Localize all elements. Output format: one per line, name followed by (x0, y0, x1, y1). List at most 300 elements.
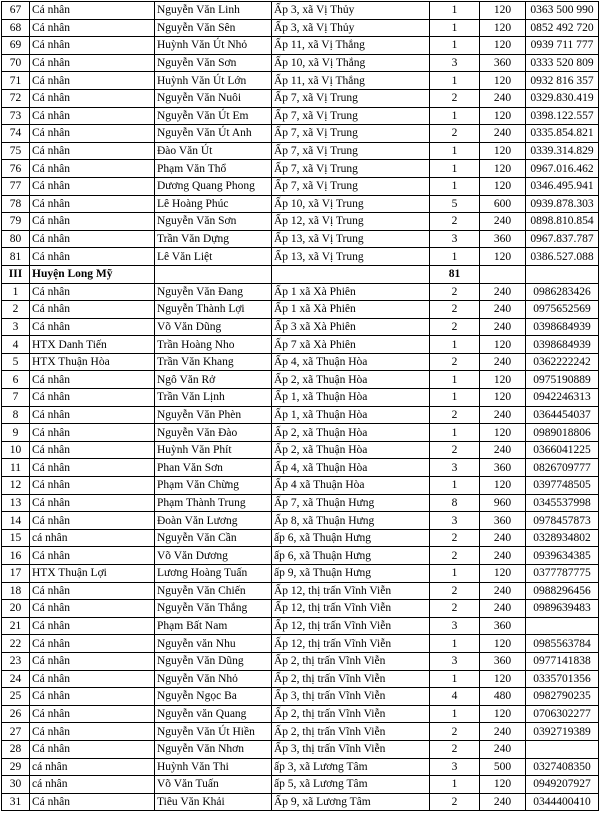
person-name-cell: Lê Văn Liệt (155, 248, 272, 266)
quantity-cell: 2 (430, 283, 480, 301)
address-cell: Ấp 12, thị trấn Vĩnh Viễn (272, 582, 430, 600)
phone-number-cell (526, 617, 599, 635)
amount-cell: 360 (480, 617, 526, 635)
quantity-cell: 1 (430, 705, 480, 723)
person-name-cell: Huỳnh Văn Phít (155, 441, 272, 459)
row-number-cell: 30 (2, 776, 30, 794)
row-number-cell: 27 (2, 723, 30, 741)
amount-cell: 120 (480, 336, 526, 354)
row-number-cell: 81 (2, 248, 30, 266)
entity-type-cell: Cá nhân (30, 248, 155, 266)
phone-number-cell: 0328934802 (526, 529, 599, 547)
person-name-cell: Nguyễn Văn Nhơn (155, 740, 272, 758)
address-cell: Ấp 1 xã Xà Phiên (272, 301, 430, 319)
address-cell: Ấp 3, thị trấn Vĩnh Viễn (272, 740, 430, 758)
person-name-cell: Phạm Văn Thổ (155, 160, 272, 178)
phone-number-cell: 0398.122.557 (526, 107, 599, 125)
entity-type-cell: Cá nhân (30, 494, 155, 512)
amount-cell: 240 (480, 529, 526, 547)
address-cell (272, 265, 430, 283)
row-number-cell: 21 (2, 617, 30, 635)
person-name-cell: Huỳnh Văn Út Nhỏ (155, 37, 272, 55)
row-number-cell: 31 (2, 793, 30, 811)
row-number-cell: 8 (2, 406, 30, 424)
entity-type-cell: Cá nhân (30, 2, 155, 20)
quantity-cell: 2 (430, 600, 480, 618)
phone-number-cell: 0939.878.303 (526, 195, 599, 213)
table-row (2, 688, 599, 706)
row-number-cell: 16 (2, 547, 30, 565)
quantity-cell: 1 (430, 160, 480, 178)
phone-number-cell: 0985563784 (526, 635, 599, 653)
person-name-cell: Trần Hoàng Nho (155, 336, 272, 354)
entity-type-cell: Cá nhân (30, 652, 155, 670)
person-name-cell: Nguyễn văn Quang (155, 705, 272, 723)
entity-type-cell: HTX Thuận Hòa (30, 353, 155, 371)
row-number-cell: 26 (2, 705, 30, 723)
entity-type-cell: Cá nhân (30, 283, 155, 301)
quantity-cell: 1 (430, 142, 480, 160)
address-cell: ấp 9, xã Thuận Hưng (272, 565, 430, 583)
address-cell: ấp 3, xã Lương Tâm (272, 758, 430, 776)
address-cell: Ấp 7, xã Vị Trung (272, 177, 430, 195)
table-row (2, 54, 599, 72)
phone-number-cell: 0345537998 (526, 494, 599, 512)
phone-number-cell: 0366041225 (526, 441, 599, 459)
entity-type-cell: Cá nhân (30, 617, 155, 635)
table-row (2, 177, 599, 195)
person-name-cell: Phạm Thành Trung (155, 494, 272, 512)
phone-number-cell: 0988296456 (526, 582, 599, 600)
amount-cell: 240 (480, 582, 526, 600)
table-row (2, 705, 599, 723)
table-row (2, 424, 599, 442)
amount-cell: 120 (480, 705, 526, 723)
table-row (2, 283, 599, 301)
amount-cell: 120 (480, 177, 526, 195)
row-number-cell: 29 (2, 758, 30, 776)
amount-cell: 360 (480, 652, 526, 670)
phone-number-cell (526, 740, 599, 758)
quantity-cell: 2 (430, 582, 480, 600)
entity-type-cell: Cá nhân (30, 195, 155, 213)
table-row (2, 776, 599, 794)
entity-type-cell: Cá nhân (30, 688, 155, 706)
amount-cell: 360 (480, 512, 526, 530)
address-cell: Ấp 7, xã Thuận Hưng (272, 494, 430, 512)
person-name-cell: Nguyễn Văn Dũng (155, 652, 272, 670)
row-number-cell: 7 (2, 389, 30, 407)
amount-cell: 240 (480, 793, 526, 811)
phone-number-cell: 0363 500 990 (526, 2, 599, 20)
amount-cell: 120 (480, 248, 526, 266)
address-cell: Ấp 13, xã Vị Trung (272, 230, 430, 248)
address-cell: Ấp 13, xã Vị Trung (272, 248, 430, 266)
table-row (2, 389, 599, 407)
phone-number-cell: 0398684939 (526, 336, 599, 354)
row-number-cell: 2 (2, 301, 30, 319)
table-row (2, 318, 599, 336)
address-cell: Ấp 9, xã Lương Tâm (272, 793, 430, 811)
phone-number-cell: 0335.854.821 (526, 125, 599, 143)
section-header-row (2, 265, 599, 283)
entity-type-cell: Cá nhân (30, 72, 155, 90)
address-cell: Ấp 2, xã Thuận Hòa (272, 371, 430, 389)
amount-cell: 120 (480, 371, 526, 389)
person-name-cell: Nguyễn Văn Út Hiền (155, 723, 272, 741)
entity-type-cell: Cá nhân (30, 424, 155, 442)
phone-number-cell: 0346.495.941 (526, 177, 599, 195)
amount-cell (480, 265, 526, 283)
entity-type-cell: Cá nhân (30, 125, 155, 143)
phone-number-cell: 0898.810.854 (526, 213, 599, 231)
address-cell: Ấp 12, xã Vị Trung (272, 213, 430, 231)
entity-type-cell: Cá nhân (30, 54, 155, 72)
quantity-cell: 2 (430, 406, 480, 424)
table-row (2, 494, 599, 512)
quantity-cell: 2 (430, 301, 480, 319)
amount-cell: 480 (480, 688, 526, 706)
amount-cell: 240 (480, 213, 526, 231)
table-row (2, 19, 599, 37)
person-name-cell: Nguyễn Văn Sơn (155, 54, 272, 72)
person-name-cell: Huỳnh Văn Út Lớn (155, 72, 272, 90)
person-name-cell: Nguyễn Văn Cần (155, 529, 272, 547)
table-row (2, 2, 599, 20)
address-cell: Ấp 12, thị trấn Vĩnh Viễn (272, 635, 430, 653)
phone-number-cell: 0986283426 (526, 283, 599, 301)
table-row (2, 617, 599, 635)
table-row (2, 565, 599, 583)
quantity-cell: 1 (430, 424, 480, 442)
person-name-cell: Nguyễn Văn Phèn (155, 406, 272, 424)
address-cell: Ấp 2, xã Thuận Hòa (272, 424, 430, 442)
person-name-cell: Võ Văn Dũng (155, 318, 272, 336)
person-name-cell: Nguyễn Văn Sên (155, 19, 272, 37)
entity-type-cell: Cá nhân (30, 107, 155, 125)
table-row (2, 213, 599, 231)
row-number-cell: 80 (2, 230, 30, 248)
quantity-cell: 2 (430, 318, 480, 336)
table-row (2, 353, 599, 371)
person-name-cell: Nguyễn Văn Út Anh (155, 125, 272, 143)
table-row (2, 89, 599, 107)
address-cell: Ấp 4, xã Thuận Hòa (272, 459, 430, 477)
table-row (2, 406, 599, 424)
row-number-cell: 17 (2, 565, 30, 583)
amount-cell: 120 (480, 142, 526, 160)
address-cell: Ấp 3, xã Vị Thủy (272, 19, 430, 37)
amount-cell: 240 (480, 740, 526, 758)
table-row (2, 371, 599, 389)
quantity-cell: 2 (430, 125, 480, 143)
quantity-cell: 2 (430, 441, 480, 459)
table-row (2, 195, 599, 213)
amount-cell: 120 (480, 389, 526, 407)
quantity-cell: 1 (430, 72, 480, 90)
amount-cell: 240 (480, 353, 526, 371)
row-number-cell: 79 (2, 213, 30, 231)
table-row (2, 670, 599, 688)
entity-type-cell: Cá nhân (30, 37, 155, 55)
person-name-cell: Phạm Bất Nam (155, 617, 272, 635)
table-row (2, 72, 599, 90)
quantity-cell: 2 (430, 793, 480, 811)
table-row (2, 301, 599, 319)
entity-type-cell: Huyện Long Mỹ (30, 265, 155, 283)
row-number-cell: 6 (2, 371, 30, 389)
amount-cell: 240 (480, 600, 526, 618)
phone-number-cell: 0989639483 (526, 600, 599, 618)
amount-cell: 120 (480, 19, 526, 37)
row-number-cell: 14 (2, 512, 30, 530)
address-cell: Ấp 12, thị trấn Vĩnh Viễn (272, 617, 430, 635)
quantity-cell: 2 (430, 353, 480, 371)
entity-type-cell: Cá nhân (30, 723, 155, 741)
person-name-cell: Huỳnh Văn Thi (155, 758, 272, 776)
person-name-cell: Phạm Văn Chừng (155, 477, 272, 495)
phone-number-cell: 0335701356 (526, 670, 599, 688)
quantity-cell: 1 (430, 477, 480, 495)
amount-cell: 120 (480, 160, 526, 178)
address-cell: Ấp 7, xã Vị Trung (272, 142, 430, 160)
row-number-cell: 71 (2, 72, 30, 90)
phone-number-cell: 0333 520 809 (526, 54, 599, 72)
phone-number-cell: 0942246313 (526, 389, 599, 407)
person-name-cell: Nguyễn Văn Út Em (155, 107, 272, 125)
row-number-cell: 74 (2, 125, 30, 143)
person-name-cell: Nguyễn văn Nhu (155, 635, 272, 653)
phone-number-cell: 0392719389 (526, 723, 599, 741)
amount-cell: 240 (480, 406, 526, 424)
entity-type-cell: Cá nhân (30, 301, 155, 319)
person-name-cell: Trần Văn Dựng (155, 230, 272, 248)
person-name-cell: Phan Văn Sơn (155, 459, 272, 477)
person-name-cell: Nguyễn Văn Linh (155, 2, 272, 20)
amount-cell: 240 (480, 723, 526, 741)
address-cell: Ấp 12, thị trấn Vĩnh Viễn (272, 600, 430, 618)
amount-cell: 600 (480, 195, 526, 213)
quantity-cell: 3 (430, 459, 480, 477)
table-row (2, 248, 599, 266)
row-number-cell: 70 (2, 54, 30, 72)
entity-type-cell: Cá nhân (30, 582, 155, 600)
quantity-cell: 1 (430, 37, 480, 55)
quantity-cell: 3 (430, 54, 480, 72)
person-name-cell: Tiêu Văn Khải (155, 793, 272, 811)
amount-cell: 120 (480, 670, 526, 688)
entity-type-cell: Cá nhân (30, 459, 155, 477)
phone-number-cell: 0977141838 (526, 652, 599, 670)
entity-type-cell: Cá nhân (30, 177, 155, 195)
entity-type-cell: Cá nhân (30, 389, 155, 407)
entity-type-cell: Cá nhân (30, 705, 155, 723)
quantity-cell: 1 (430, 776, 480, 794)
entity-type-cell: Cá nhân (30, 740, 155, 758)
quantity-cell: 1 (430, 670, 480, 688)
quantity-cell: 3 (430, 617, 480, 635)
row-number-cell: 67 (2, 2, 30, 20)
phone-number-cell: 0364454037 (526, 406, 599, 424)
row-number-cell: III (2, 265, 30, 283)
table-row (2, 600, 599, 618)
table-row (2, 758, 599, 776)
amount-cell: 360 (480, 459, 526, 477)
quantity-cell: 2 (430, 547, 480, 565)
entity-type-cell: Cá nhân (30, 318, 155, 336)
quantity-cell: 1 (430, 248, 480, 266)
entity-type-cell: HTX Danh Tiến (30, 336, 155, 354)
phone-number-cell: 0706302277 (526, 705, 599, 723)
amount-cell: 360 (480, 230, 526, 248)
address-cell: Ấp 2, xã Thuận Hòa (272, 441, 430, 459)
row-number-cell: 9 (2, 424, 30, 442)
table-row (2, 723, 599, 741)
row-number-cell: 25 (2, 688, 30, 706)
entity-type-cell: Cá nhân (30, 670, 155, 688)
address-cell: Ấp 3, xã Vị Thủy (272, 2, 430, 20)
row-number-cell: 3 (2, 318, 30, 336)
person-name-cell: Nguyễn Văn Đào (155, 424, 272, 442)
phone-number-cell: 0329.830.419 (526, 89, 599, 107)
quantity-cell: 1 (430, 19, 480, 37)
phone-number-cell: 0386.527.088 (526, 248, 599, 266)
entity-type-cell: Cá nhân (30, 441, 155, 459)
address-cell: ấp 6, xã Thuận Hưng (272, 529, 430, 547)
address-cell: Ấp 10, xã Vị Trung (272, 195, 430, 213)
person-name-cell: Trần Văn Lịnh (155, 389, 272, 407)
amount-cell: 120 (480, 37, 526, 55)
phone-number-cell: 0975652569 (526, 301, 599, 319)
person-name-cell: Nguyễn Văn Nhỏ (155, 670, 272, 688)
address-cell: Ấp 7, xã Vị Trung (272, 160, 430, 178)
person-name-cell: Nguyễn Văn Đang (155, 283, 272, 301)
entity-type-cell: Cá nhân (30, 230, 155, 248)
row-number-cell: 76 (2, 160, 30, 178)
phone-number-cell: 0362222242 (526, 353, 599, 371)
table-row (2, 547, 599, 565)
quantity-cell: 1 (430, 565, 480, 583)
phone-number-cell: 0377787775 (526, 565, 599, 583)
amount-cell: 120 (480, 2, 526, 20)
quantity-cell: 1 (430, 177, 480, 195)
phone-number-cell: 0932 816 357 (526, 72, 599, 90)
person-name-cell: Nguyễn Văn Chiến (155, 582, 272, 600)
phone-number-cell: 0949207927 (526, 776, 599, 794)
amount-cell: 240 (480, 283, 526, 301)
entity-type-cell: Cá nhân (30, 371, 155, 389)
amount-cell: 120 (480, 776, 526, 794)
phone-number-cell: 0397748505 (526, 477, 599, 495)
entity-type-cell: Cá nhân (30, 477, 155, 495)
address-cell: Ấp 1, xã Thuận Hòa (272, 406, 430, 424)
phone-number-cell: 0339.314.829 (526, 142, 599, 160)
table-row (2, 582, 599, 600)
row-number-cell: 72 (2, 89, 30, 107)
phone-number-cell (526, 265, 599, 283)
table-row (2, 740, 599, 758)
quantity-cell: 2 (430, 213, 480, 231)
person-name-cell: Nguyễn Văn Sơn (155, 213, 272, 231)
person-name-cell: Nguyễn Thành Lợi (155, 301, 272, 319)
address-cell: Ấp 1 xã Xà Phiên (272, 283, 430, 301)
entity-type-cell: cá nhân (30, 758, 155, 776)
phone-number-cell: 0978457873 (526, 512, 599, 530)
row-number-cell: 1 (2, 283, 30, 301)
phone-number-cell: 0982790235 (526, 688, 599, 706)
row-number-cell: 75 (2, 142, 30, 160)
table-row (2, 635, 599, 653)
address-cell: Ấp 2, thị trấn Vĩnh Viễn (272, 723, 430, 741)
phone-number-cell: 0398684939 (526, 318, 599, 336)
address-cell: Ấp 8, xã Thuận Hưng (272, 512, 430, 530)
quantity-cell: 1 (430, 371, 480, 389)
phone-number-cell: 0939634385 (526, 547, 599, 565)
address-cell: Ấp 1, xã Thuận Hòa (272, 389, 430, 407)
table-row (2, 142, 599, 160)
table-row (2, 125, 599, 143)
row-number-cell: 13 (2, 494, 30, 512)
table-row (2, 477, 599, 495)
address-cell: Ấp 11, xã Vị Thắng (272, 72, 430, 90)
amount-cell: 240 (480, 318, 526, 336)
person-name-cell: Ngô Văn Rở (155, 371, 272, 389)
row-number-cell: 68 (2, 19, 30, 37)
address-cell: Ấp 2, thị trấn Vĩnh Viễn (272, 705, 430, 723)
phone-number-cell: 0327408350 (526, 758, 599, 776)
address-cell: Ấp 3, thị trấn Vĩnh Viễn (272, 688, 430, 706)
address-cell: Ấp 7, xã Vị Trung (272, 125, 430, 143)
address-cell: Ấp 2, thị trấn Vĩnh Viễn (272, 652, 430, 670)
table-row (2, 336, 599, 354)
quantity-cell: 2 (430, 529, 480, 547)
amount-cell: 120 (480, 72, 526, 90)
address-cell: Ấp 7, xã Vị Trung (272, 107, 430, 125)
quantity-cell: 81 (430, 265, 480, 283)
person-name-cell (155, 265, 272, 283)
phone-number-cell: 0967.016.462 (526, 160, 599, 178)
amount-cell: 120 (480, 424, 526, 442)
person-name-cell: Lương Hoàng Tuấn (155, 565, 272, 583)
entity-type-cell: cá nhân (30, 776, 155, 794)
row-number-cell: 15 (2, 529, 30, 547)
amount-cell: 120 (480, 477, 526, 495)
row-number-cell: 20 (2, 600, 30, 618)
table-row (2, 793, 599, 811)
amount-cell: 240 (480, 441, 526, 459)
person-name-cell: Võ Văn Tuấn (155, 776, 272, 794)
row-number-cell: 78 (2, 195, 30, 213)
entity-type-cell: Cá nhân (30, 793, 155, 811)
address-cell: Ấp 7, xã Vị Trung (272, 89, 430, 107)
phone-number-cell: 0826709777 (526, 459, 599, 477)
amount-cell: 120 (480, 565, 526, 583)
row-number-cell: 11 (2, 459, 30, 477)
person-name-cell: Lê Hoàng Phúc (155, 195, 272, 213)
table-row (2, 529, 599, 547)
amount-cell: 120 (480, 635, 526, 653)
person-name-cell: Trần Văn Khang (155, 353, 272, 371)
address-cell: Ấp 4 xã Thuận Hòa (272, 477, 430, 495)
phone-number-cell: 0344400410 (526, 793, 599, 811)
quantity-cell: 2 (430, 723, 480, 741)
quantity-cell: 1 (430, 2, 480, 20)
address-cell: Ấp 10, xã Vị Thắng (272, 54, 430, 72)
entity-type-cell: Cá nhân (30, 213, 155, 231)
table-row (2, 441, 599, 459)
table-row (2, 652, 599, 670)
entity-type-cell: Cá nhân (30, 512, 155, 530)
